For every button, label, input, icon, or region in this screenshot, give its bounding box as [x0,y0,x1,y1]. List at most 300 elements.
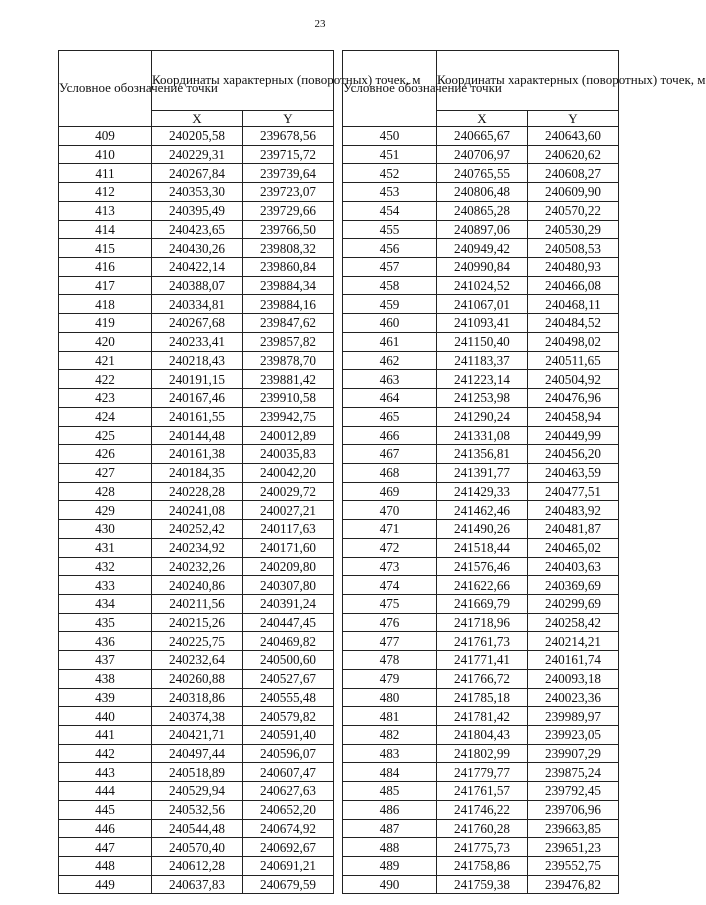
y-coordinate-cell: 239989,97 [528,707,619,726]
x-coordinate-cell: 241462,46 [437,501,528,520]
table-row [343,220,619,239]
y-coordinate-cell: 240692,67 [243,838,334,857]
x-coordinate-cell: 241622,66 [437,576,528,595]
table-row [343,594,619,613]
coordinates-table-right [342,50,706,894]
y-coordinate-cell: 240258,42 [528,613,619,632]
table-row [343,632,619,651]
y-coordinate-cell: 239860,84 [243,258,334,277]
y-coordinate-cell: 239663,85 [528,819,619,838]
table-row [59,426,334,445]
y-coordinate-cell: 239723,07 [243,183,334,202]
y-coordinate-cell: 240498,02 [528,332,619,351]
y-coordinate-cell: 239910,58 [243,389,334,408]
point-id-cell: 455 [343,220,437,239]
point-id-cell: 487 [343,819,437,838]
point-id-cell: 428 [59,482,152,501]
table-row [343,445,619,464]
table-row [343,145,619,164]
x-coordinate-cell: 241758,86 [437,857,528,876]
y-coordinate-cell: 240504,92 [528,370,619,389]
table-row [59,127,334,146]
y-coordinate-cell: 240511,65 [528,351,619,370]
y-coordinate-cell: 239715,72 [243,145,334,164]
y-coordinate-cell: 240527,67 [243,669,334,688]
point-id-cell: 419 [59,314,152,333]
x-coordinate-cell: 241429,33 [437,482,528,501]
x-coordinate-cell: 241093,41 [437,314,528,333]
y-coordinate-cell: 240691,21 [243,857,334,876]
y-coordinate-cell: 239942,75 [243,407,334,426]
table-row [59,314,334,333]
point-id-cell: 445 [59,800,152,819]
y-coordinate-cell: 240530,29 [528,220,619,239]
x-coordinate-cell: 240233,41 [152,332,243,351]
point-id-cell: 468 [343,463,437,482]
point-id-cell: 474 [343,576,437,595]
table-row [343,800,619,819]
x-coordinate-cell: 240334,81 [152,295,243,314]
table-row [59,800,334,819]
y-coordinate-cell: 240484,52 [528,314,619,333]
y-coordinate-cell: 240093,18 [528,669,619,688]
table-row [343,407,619,426]
table-row [59,819,334,838]
point-id-cell: 438 [59,669,152,688]
point-id-cell: 465 [343,407,437,426]
table-row [343,482,619,501]
x-coordinate-cell: 241759,38 [437,875,528,894]
x-coordinate-cell: 240388,07 [152,276,243,295]
table-row [343,763,619,782]
x-coordinate-cell: 240637,83 [152,875,243,894]
x-coordinate-cell: 240240,86 [152,576,243,595]
y-coordinate-cell: 239808,32 [243,239,334,258]
point-id-cell: 486 [343,800,437,819]
table-row [343,351,619,370]
point-id-cell: 444 [59,782,152,801]
table-row [343,613,619,632]
y-coordinate-cell: 240447,45 [243,613,334,632]
y-coordinate-cell: 240674,92 [243,819,334,838]
table-row [343,520,619,539]
y-coordinate-cell: 239792,45 [528,782,619,801]
x-coordinate-cell: 240234,92 [152,538,243,557]
table-row [343,201,619,220]
table-row [343,463,619,482]
table-row [59,707,334,726]
x-coordinate-cell: 241356,81 [437,445,528,464]
table-row [59,613,334,632]
x-coordinate-cell: 241067,01 [437,295,528,314]
point-id-cell: 429 [59,501,152,520]
point-id-cell: 475 [343,594,437,613]
table-row [59,276,334,295]
x-coordinate-cell: 240167,46 [152,389,243,408]
x-coordinate-cell: 241802,99 [437,744,528,763]
x-coordinate-cell: 240228,28 [152,482,243,501]
table-row [59,482,334,501]
y-coordinate-cell: 239878,70 [243,351,334,370]
table-row [59,857,334,876]
table-row [343,258,619,277]
table-row [59,501,334,520]
y-coordinate-cell: 240465,02 [528,538,619,557]
table-row [59,239,334,258]
point-id-cell: 434 [59,594,152,613]
x-coordinate-cell: 240318,86 [152,688,243,707]
y-coordinate-cell: 240463,59 [528,463,619,482]
y-coordinate-cell: 240508,53 [528,239,619,258]
y-coordinate-cell: 240171,60 [243,538,334,557]
x-axis-header: X [152,111,243,127]
point-id-cell: 427 [59,463,152,482]
y-coordinate-cell: 240458,94 [528,407,619,426]
table-row [343,838,619,857]
y-coordinate-cell: 240596,07 [243,744,334,763]
point-id-cell: 414 [59,220,152,239]
page-number: 23 [314,18,326,30]
x-coordinate-cell: 241391,77 [437,463,528,482]
point-id-cell: 471 [343,520,437,539]
point-id-cell: 424 [59,407,152,426]
point-id-cell: 413 [59,201,152,220]
point-id-cell: 470 [343,501,437,520]
table-row [59,875,334,894]
point-id-cell: 485 [343,782,437,801]
point-id-cell: 431 [59,538,152,557]
x-coordinate-cell: 241576,46 [437,557,528,576]
x-coordinate-cell: 241766,72 [437,669,528,688]
point-id-cell: 484 [343,763,437,782]
point-id-cell: 483 [343,744,437,763]
point-id-cell: 433 [59,576,152,595]
y-coordinate-cell: 240620,62 [528,145,619,164]
table-row [343,651,619,670]
x-coordinate-cell: 240430,26 [152,239,243,258]
table-row [59,576,334,595]
table-row [59,220,334,239]
point-id-cell: 442 [59,744,152,763]
y-coordinate-cell: 239552,75 [528,857,619,876]
point-id-cell: 463 [343,370,437,389]
y-coordinate-cell: 240012,89 [243,426,334,445]
point-id-cell: 480 [343,688,437,707]
y-coordinate-cell: 239766,50 [243,220,334,239]
y-coordinate-cell: 240481,87 [528,520,619,539]
point-id-cell: 449 [59,875,152,894]
table-row [59,332,334,351]
x-coordinate-cell: 240215,26 [152,613,243,632]
y-coordinate-cell: 239739,64 [243,164,334,183]
y-coordinate-cell: 240307,80 [243,576,334,595]
y-coordinate-cell: 240652,20 [243,800,334,819]
y-axis-header: Y [528,111,619,127]
y-coordinate-cell: 239884,34 [243,276,334,295]
table-row [59,744,334,763]
table-row [343,332,619,351]
table-row [59,201,334,220]
y-coordinate-cell: 240679,59 [243,875,334,894]
x-coordinate-cell: 240353,30 [152,183,243,202]
point-id-cell: 411 [59,164,152,183]
point-id-cell: 459 [343,295,437,314]
y-coordinate-cell: 240469,82 [243,632,334,651]
y-coordinate-cell: 240042,20 [243,463,334,482]
y-coordinate-cell: 240500,60 [243,651,334,670]
table-row [343,875,619,894]
y-coordinate-cell: 239857,82 [243,332,334,351]
y-coordinate-cell: 239729,66 [243,201,334,220]
x-coordinate-cell: 241518,44 [437,538,528,557]
table-row [59,183,334,202]
point-id-cell: 479 [343,669,437,688]
table-row [59,557,334,576]
table-row [59,651,334,670]
x-coordinate-cell: 241223,14 [437,370,528,389]
point-id-cell: 441 [59,726,152,745]
table-row [59,295,334,314]
y-coordinate-cell: 239706,96 [528,800,619,819]
point-id-cell: 412 [59,183,152,202]
x-coordinate-cell: 241331,08 [437,426,528,445]
table-row [59,407,334,426]
y-coordinate-cell: 240456,20 [528,445,619,464]
table-row [59,594,334,613]
point-id-cell: 421 [59,351,152,370]
x-coordinate-cell: 241490,26 [437,520,528,539]
point-id-cell: 462 [343,351,437,370]
y-coordinate-cell: 240029,72 [243,482,334,501]
x-coordinate-cell: 240252,42 [152,520,243,539]
y-coordinate-cell: 240579,82 [243,707,334,726]
x-coordinate-cell: 240229,31 [152,145,243,164]
x-coordinate-cell: 240267,68 [152,314,243,333]
point-id-cell: 477 [343,632,437,651]
x-coordinate-cell: 240161,38 [152,445,243,464]
x-coordinate-cell: 240497,44 [152,744,243,763]
point-id-cell: 460 [343,314,437,333]
y-axis-header: Y [243,111,334,127]
x-coordinate-cell: 240232,64 [152,651,243,670]
table-row [343,707,619,726]
y-coordinate-cell: 240369,69 [528,576,619,595]
table-row [343,164,619,183]
y-coordinate-cell: 240449,99 [528,426,619,445]
point-id-cell: 422 [59,370,152,389]
y-coordinate-cell: 239476,82 [528,875,619,894]
y-coordinate-cell: 239847,62 [243,314,334,333]
table-row [59,763,334,782]
table-row [59,389,334,408]
table-row [59,145,334,164]
table-row [343,276,619,295]
x-coordinate-cell: 240422,14 [152,258,243,277]
point-id-cell: 409 [59,127,152,146]
point-id-cell: 452 [343,164,437,183]
table-row [343,389,619,408]
y-coordinate-cell: 240555,48 [243,688,334,707]
table-row [343,314,619,333]
point-id-cell: 435 [59,613,152,632]
point-id-cell: 423 [59,389,152,408]
point-id-cell: 425 [59,426,152,445]
table-row [59,164,334,183]
point-id-cell: 410 [59,145,152,164]
x-coordinate-cell: 241183,37 [437,351,528,370]
table-row [343,669,619,688]
table-row [343,538,619,557]
table-row [59,688,334,707]
x-coordinate-cell: 240184,35 [152,463,243,482]
y-coordinate-cell: 240477,51 [528,482,619,501]
x-coordinate-cell: 240570,40 [152,838,243,857]
y-coordinate-cell: 240468,11 [528,295,619,314]
point-id-cell: 464 [343,389,437,408]
x-coordinate-cell: 240532,56 [152,800,243,819]
x-coordinate-cell: 240191,15 [152,370,243,389]
y-coordinate-cell: 240403,63 [528,557,619,576]
table-row [59,838,334,857]
y-coordinate-cell: 239881,42 [243,370,334,389]
x-coordinate-cell: 241781,42 [437,707,528,726]
y-coordinate-cell: 240209,80 [243,557,334,576]
x-axis-header: X [437,111,528,127]
point-id-cell: 418 [59,295,152,314]
table-row [59,520,334,539]
x-coordinate-cell: 241760,28 [437,819,528,838]
y-coordinate-cell: 240570,22 [528,201,619,220]
y-coordinate-cell: 240035,83 [243,445,334,464]
y-coordinate-cell: 240483,92 [528,501,619,520]
table-row [343,501,619,520]
point-id-cell: 473 [343,557,437,576]
point-id-cell: 482 [343,726,437,745]
table-row [59,669,334,688]
x-coordinate-cell: 240232,26 [152,557,243,576]
table-row [343,744,619,763]
x-coordinate-cell: 240765,55 [437,164,528,183]
table-row [343,782,619,801]
x-coordinate-cell: 240241,08 [152,501,243,520]
point-id-cell: 440 [59,707,152,726]
x-coordinate-cell: 241718,96 [437,613,528,632]
point-id-cell: 448 [59,857,152,876]
table-row [343,726,619,745]
point-id-cell: 478 [343,651,437,670]
table-row [59,632,334,651]
x-coordinate-cell: 240706,97 [437,145,528,164]
x-coordinate-cell: 240544,48 [152,819,243,838]
table-row [59,463,334,482]
table-row [343,576,619,595]
x-coordinate-cell: 241804,43 [437,726,528,745]
x-coordinate-cell: 241290,24 [437,407,528,426]
x-coordinate-cell: 241761,73 [437,632,528,651]
y-coordinate-cell: 240299,69 [528,594,619,613]
table-row [343,819,619,838]
point-id-cell: 453 [343,183,437,202]
point-id-cell: 457 [343,258,437,277]
point-id-cell: 415 [59,239,152,258]
x-coordinate-cell: 240612,28 [152,857,243,876]
point-id-cell: 488 [343,838,437,857]
y-coordinate-cell: 240027,21 [243,501,334,520]
x-coordinate-cell: 241669,79 [437,594,528,613]
table-row [59,782,334,801]
point-id-cell: 454 [343,201,437,220]
y-coordinate-cell: 240117,63 [243,520,334,539]
table-row [343,688,619,707]
y-coordinate-cell: 239907,29 [528,744,619,763]
x-coordinate-cell: 240897,06 [437,220,528,239]
point-id-cell: 437 [59,651,152,670]
x-coordinate-cell: 240665,67 [437,127,528,146]
y-coordinate-cell: 240161,74 [528,651,619,670]
point-id-cell: 426 [59,445,152,464]
point-id-cell: 436 [59,632,152,651]
x-coordinate-cell: 240161,55 [152,407,243,426]
x-coordinate-cell: 241779,77 [437,763,528,782]
y-coordinate-cell: 240023,36 [528,688,619,707]
table-row [59,370,334,389]
x-coordinate-cell: 241150,40 [437,332,528,351]
x-coordinate-cell: 240205,58 [152,127,243,146]
y-coordinate-cell: 240476,96 [528,389,619,408]
table-row [59,538,334,557]
point-id-cell: 461 [343,332,437,351]
point-id-cell: 432 [59,557,152,576]
y-coordinate-cell: 240608,27 [528,164,619,183]
table-row [59,726,334,745]
point-id-cell: 446 [59,819,152,838]
point-id-cell: 447 [59,838,152,857]
x-coordinate-cell: 241746,22 [437,800,528,819]
point-id-cell: 490 [343,875,437,894]
x-coordinate-cell: 240395,49 [152,201,243,220]
x-coordinate-cell: 241253,98 [437,389,528,408]
table-row [343,127,619,146]
y-coordinate-cell: 240480,93 [528,258,619,277]
point-id-cell: 450 [343,127,437,146]
x-coordinate-cell: 241761,57 [437,782,528,801]
x-coordinate-cell: 240260,88 [152,669,243,688]
point-label-header: Условное обозначение точки [59,51,152,127]
y-coordinate-cell: 240466,08 [528,276,619,295]
table-row [343,183,619,202]
x-coordinate-cell: 240949,42 [437,239,528,258]
point-id-cell: 481 [343,707,437,726]
point-id-cell: 456 [343,239,437,258]
point-id-cell: 439 [59,688,152,707]
x-coordinate-cell: 240806,48 [437,183,528,202]
point-id-cell: 420 [59,332,152,351]
point-id-cell: 472 [343,538,437,557]
x-coordinate-cell: 240225,75 [152,632,243,651]
x-coordinate-cell: 240144,48 [152,426,243,445]
y-coordinate-cell: 240643,60 [528,127,619,146]
y-coordinate-cell: 239678,56 [243,127,334,146]
x-coordinate-cell: 241771,41 [437,651,528,670]
x-coordinate-cell: 241024,52 [437,276,528,295]
point-id-cell: 443 [59,763,152,782]
x-coordinate-cell: 240529,94 [152,782,243,801]
x-coordinate-cell: 240990,84 [437,258,528,277]
y-coordinate-cell: 240591,40 [243,726,334,745]
y-coordinate-cell: 239923,05 [528,726,619,745]
x-coordinate-cell: 241785,18 [437,688,528,707]
x-coordinate-cell: 240865,28 [437,201,528,220]
